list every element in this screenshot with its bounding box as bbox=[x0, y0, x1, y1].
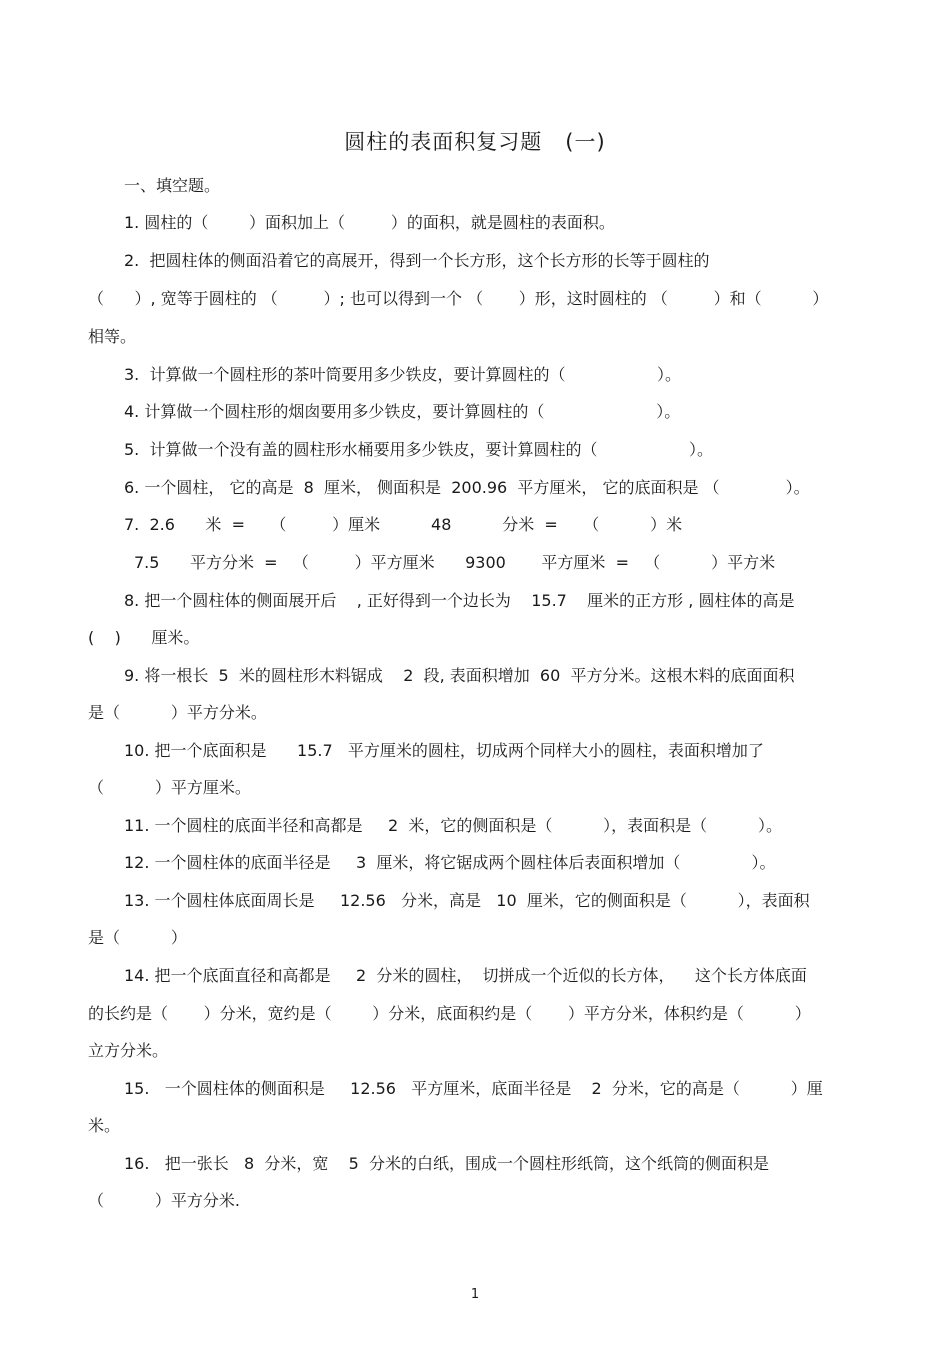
question-14-cont: 的长约是（ ）分米，宽约是（ ）分米，底面积约是（ ）平方分米，体积约是（ ） bbox=[88, 1004, 811, 1023]
question-11: 11. 一个圆柱的底面半径和高都是 2 米，它的侧面积是（ ），表面积是（ ）。 bbox=[124, 816, 783, 835]
question-2-end: 相等。 bbox=[88, 327, 137, 346]
page-title: 圆柱的表面积复习题 (一) bbox=[344, 130, 606, 154]
page-number: 1 bbox=[470, 1287, 480, 1302]
question-8: 8. 把一个圆柱体的侧面展开后 , 正好得到一个边长为 15.7 厘米的正方形 , 圆柱体的高是 bbox=[124, 591, 795, 610]
question-7: 7. 2.6 米 = （ ）厘米 48 分米 = （ ）米 bbox=[124, 515, 683, 534]
question-5: 5. 计算做一个没有盖的圆柱形水桶要用多少铁皮，要计算圆柱的（ ）。 bbox=[124, 440, 713, 459]
question-7-cont: 7.5 平方分米 = （ ）平方厘米 9300 平方厘米 = （ ）平方米 bbox=[134, 553, 776, 572]
question-10: 10. 把一个底面积是 15.7 平方厘米的圆柱，切成两个同样大小的圆柱，表面积增加了 bbox=[124, 741, 764, 760]
question-8-cont: ( ) 厘米。 bbox=[88, 628, 200, 647]
question-13: 13. 一个圆柱体底面周长是 12.56 分米，高是 10 厘米，它的侧面积是（ ），表面积 bbox=[124, 891, 810, 910]
question-2-cont: （ ）, 宽等于圆柱的 （ ）; 也可以得到一个 （ ）形，这时圆柱的 （ ）和（ ） bbox=[88, 289, 829, 308]
question-3: 3. 计算做一个圆柱形的茶叶筒要用多少铁皮，要计算圆柱的（ ）。 bbox=[124, 365, 681, 384]
question-15-cont: 米。 bbox=[88, 1116, 121, 1135]
question-12: 12. 一个圆柱体的底面半径是 3 厘米，将它锯成两个圆柱体后表面积增加（ ）。 bbox=[124, 853, 776, 872]
question-15: 15. 一个圆柱体的侧面积是 12.56 平方厘米，底面半径是 2 分米，它的高是（ ）厘 bbox=[124, 1079, 823, 1098]
question-16: 16. 把一张长 8 分米，宽 5 分米的白纸，围成一个圆柱形纸筒，这个纸筒的侧面积是 bbox=[124, 1154, 770, 1173]
question-2: 2. 把圆柱体的侧面沿着它的高展开，得到一个长方形，这个长方形的长等于圆柱的 bbox=[124, 251, 710, 270]
question-16-cont: （ ）平方分米. bbox=[88, 1191, 240, 1210]
question-9: 9. 将一根长 5 米的圆柱形木料锯成 2 段, 表面积增加 60 平方分米。这根木料的底面面积 bbox=[124, 666, 795, 685]
question-14-end: 立方分米。 bbox=[88, 1041, 169, 1060]
section-heading: 一、填空题。 bbox=[124, 176, 221, 195]
question-13-cont: 是（ ） bbox=[88, 928, 187, 947]
question-4: 4. 计算做一个圆柱形的烟囱要用多少铁皮，要计算圆柱的（ ）。 bbox=[124, 402, 681, 421]
question-6: 6. 一个圆柱， 它的高是 8 厘米， 侧面积是 200.96 平方厘米， 它的底面积是 （ ）。 bbox=[124, 478, 810, 497]
question-10-cont: （ ）平方厘米。 bbox=[88, 778, 251, 797]
question-9-cont: 是（ ）平方分米。 bbox=[88, 703, 267, 722]
question-1: 1. 圆柱的（ ）面积加上（ ）的面积，就是圆柱的表面积。 bbox=[124, 213, 615, 232]
question-14: 14. 把一个底面直径和高都是 2 分米的圆柱， 切拼成一个近似的长方体， 这个长方体底面 bbox=[124, 966, 807, 985]
